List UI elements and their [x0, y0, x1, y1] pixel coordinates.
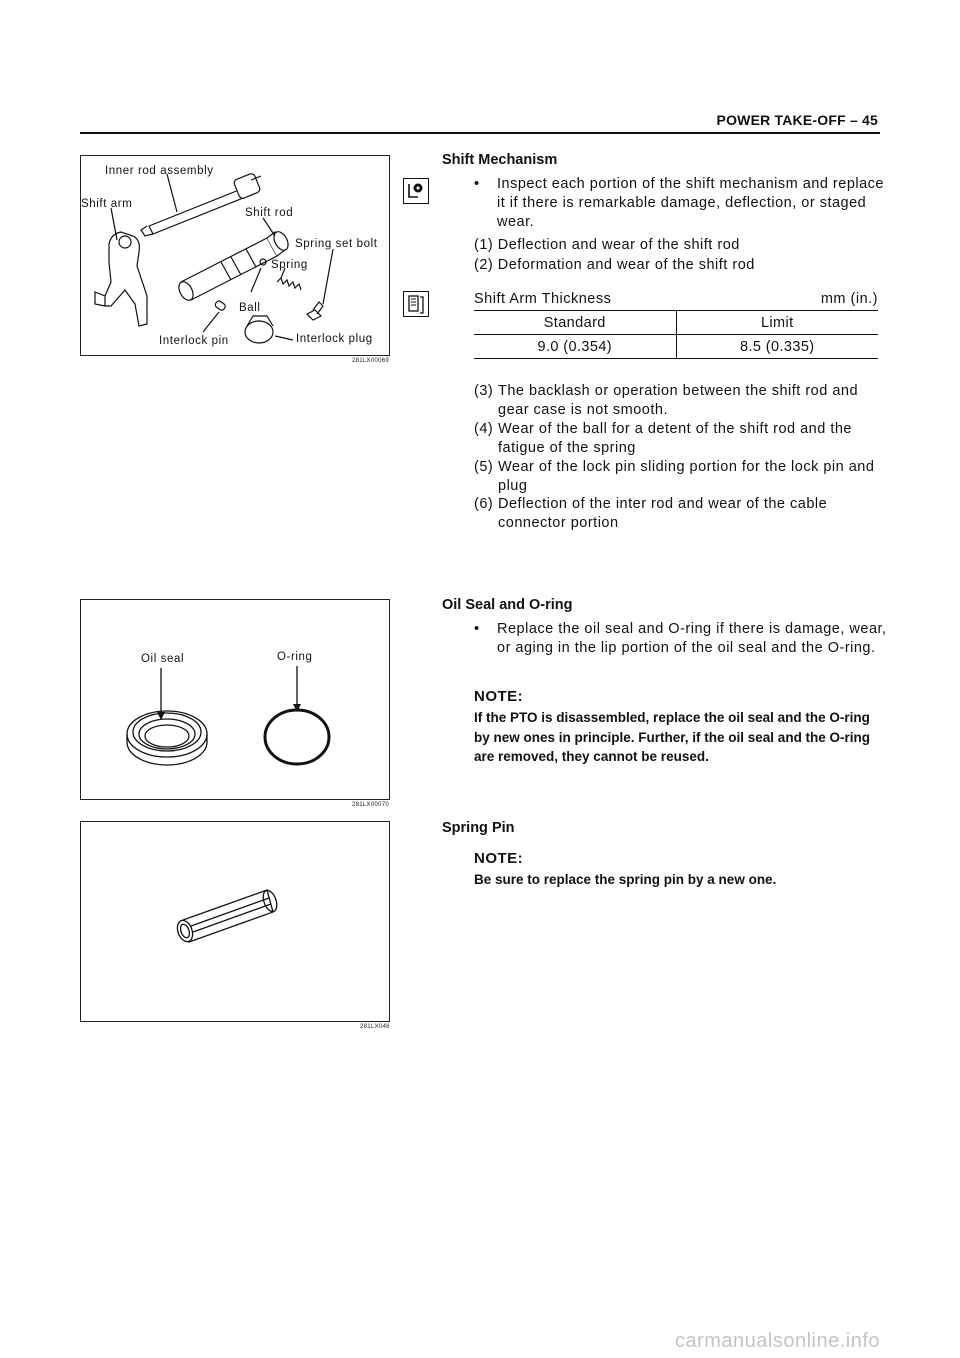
item-text: Wear of the ball for a detent of the shift rod and the fatigue of the spring	[498, 421, 852, 456]
shift-mechanism-illustration	[81, 156, 389, 355]
table-header-row	[474, 311, 878, 335]
item-number: (6)	[474, 496, 494, 512]
label-oil-seal: Oil seal	[141, 653, 185, 665]
shift-mechanism-figure	[80, 155, 390, 356]
table-row	[474, 335, 878, 359]
figure2-code: 281LX00070	[352, 802, 390, 808]
section3-note-heading: NOTE:	[474, 850, 524, 867]
section1-bullet-text: Inspect each portion of the shift mechanism and replace it if there is remarkable damage, deflection, or staged wear.	[497, 176, 884, 230]
oil-seal-figure	[80, 599, 390, 800]
label-spring: Spring	[271, 259, 308, 271]
section1-item-3	[474, 382, 884, 420]
label-interlock-pin: Interlock pin	[159, 335, 229, 347]
spring-pin-figure	[80, 821, 390, 1022]
bullet-icon: •	[474, 176, 480, 192]
table-cell-standard: 9.0 (0.354)	[474, 335, 676, 359]
spring-pin-illustration	[81, 822, 389, 1021]
section3-note-body: Be sure to replace the spring pin by a new one.	[474, 872, 777, 887]
section2-bullet	[474, 620, 887, 658]
section1-item-1: (1) Deflection and wear of the shift rod	[474, 237, 740, 253]
table-caption: Shift Arm Thickness	[474, 291, 612, 307]
section1-item-4	[474, 420, 884, 458]
bullet-icon: •	[474, 621, 480, 637]
section-title-spring-pin: Spring Pin	[442, 820, 515, 836]
item-number: (5)	[474, 459, 494, 475]
section2-bullet-text: Replace the oil seal and O-ring if there is damage, wear, or aging in the lip portion of the oil seal and the O-ring.	[497, 621, 887, 656]
section1-item-5	[474, 458, 884, 496]
watermark: carmanualsonline.info	[674, 1330, 880, 1352]
figure1-code: 281LX00069	[352, 358, 390, 364]
label-spring-set-bolt: Spring set bolt	[295, 238, 378, 250]
item-number: (4)	[474, 421, 494, 437]
inspection-icon	[403, 178, 429, 204]
oil-seal-illustration	[81, 600, 389, 799]
item-text: Wear of the lock pin sliding portion for the lock pin and plug	[498, 459, 875, 494]
section1-item-2: (2) Deformation and wear of the shift rod	[474, 257, 755, 273]
table-unit: mm (in.)	[820, 291, 878, 307]
section2-note-heading: NOTE:	[474, 688, 524, 705]
section1-item-6	[474, 495, 884, 533]
item-number: (3)	[474, 383, 494, 399]
section-title-shift-mechanism: Shift Mechanism	[442, 152, 558, 168]
table-header-standard: Standard	[474, 311, 676, 335]
section-title-oil-seal: Oil Seal and O-ring	[442, 597, 573, 613]
item-text: Deflection of the inter rod and wear of the cable connector portion	[498, 496, 828, 531]
figure3-code: 281LX046	[360, 1024, 390, 1030]
section2-note-body: If the PTO is disassembled, replace the oil seal and the O-ring by new ones in principle. Further, if the oil seal and the O-ring are removed, they cannot be reused.	[474, 710, 871, 764]
label-shift-rod: Shift rod	[245, 207, 294, 219]
label-o-ring: O-ring	[277, 651, 313, 663]
item-text: The backlash or operation between the shift rod and gear case is not smooth.	[498, 383, 859, 418]
page-header: POWER TAKE-OFF – 45	[716, 112, 878, 128]
label-inner-rod-assembly: Inner rod assembly	[105, 165, 214, 177]
label-ball: Ball	[239, 302, 261, 314]
table-cell-limit: 8.5 (0.335)	[676, 335, 878, 359]
header-rule	[80, 132, 880, 134]
label-interlock-plug: Interlock plug	[296, 333, 373, 345]
measurement-icon	[403, 291, 429, 317]
shift-arm-thickness-table	[474, 310, 878, 359]
table-header-limit: Limit	[676, 311, 878, 335]
label-shift-arm: Shift arm	[81, 198, 133, 210]
section1-bullet	[474, 175, 887, 232]
